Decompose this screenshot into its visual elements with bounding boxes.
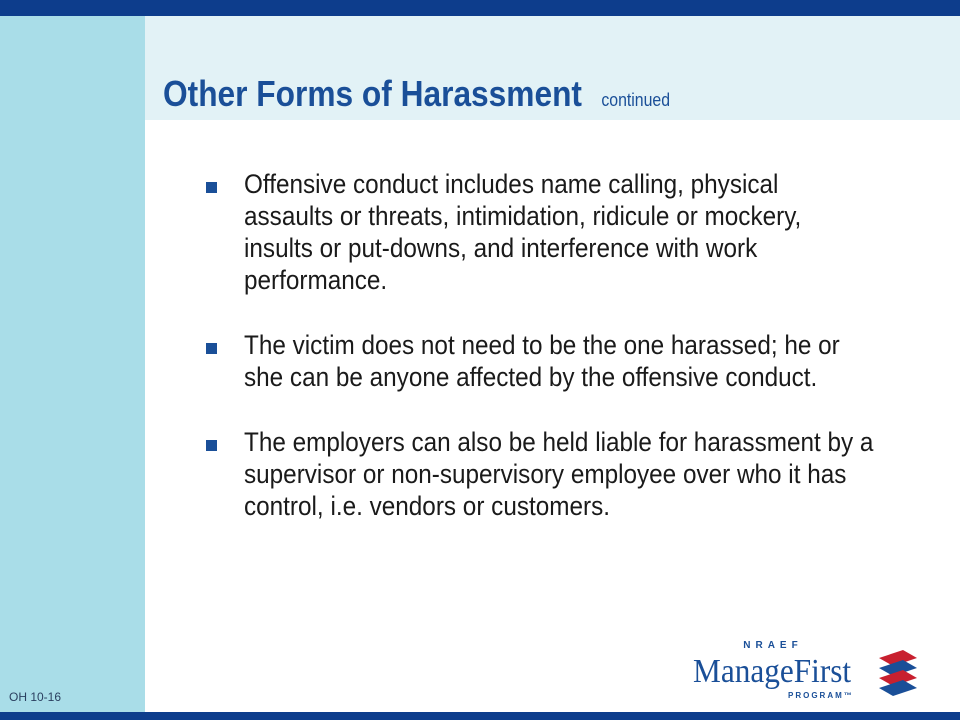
- stacked-books-icon: [873, 648, 921, 704]
- slide-number: OH 10-16: [9, 690, 62, 704]
- slide-title: [163, 74, 670, 120]
- bullet-text: The victim does not need to be the one harassed; he or she can be anyone affected by the offensive conduct.: [244, 330, 840, 392]
- bullet-text: The employers can also be held liable for harassment by a supervisor or non-supervisory employee over who it has control, i.e. vendors or customers.: [244, 427, 874, 521]
- bullet-item: [200, 426, 900, 522]
- bullet-item: [200, 329, 900, 393]
- managefirst-logo: [693, 640, 923, 710]
- slide-title-main: Other Forms of Harassment: [163, 73, 582, 114]
- square-bullet-icon: [206, 343, 217, 354]
- square-bullet-icon: [206, 440, 217, 451]
- bullet-text: Offensive conduct includes name calling, physical assaults or threats, intimidation, ridicule or mockery, insults or put-downs, and interference with work performance.: [244, 169, 802, 295]
- slide-title-sub: continued: [601, 90, 671, 110]
- bottom-bar: [0, 712, 960, 720]
- bullet-list: [200, 168, 900, 555]
- logo-nraef: NRAEF: [743, 640, 803, 651]
- logo-program: PROGRAM™: [788, 691, 854, 700]
- bullet-item: [200, 168, 900, 296]
- square-bullet-icon: [206, 182, 217, 193]
- left-strip: [0, 16, 145, 712]
- top-bar: [0, 0, 960, 16]
- logo-managefirst: ManageFirst: [693, 653, 852, 690]
